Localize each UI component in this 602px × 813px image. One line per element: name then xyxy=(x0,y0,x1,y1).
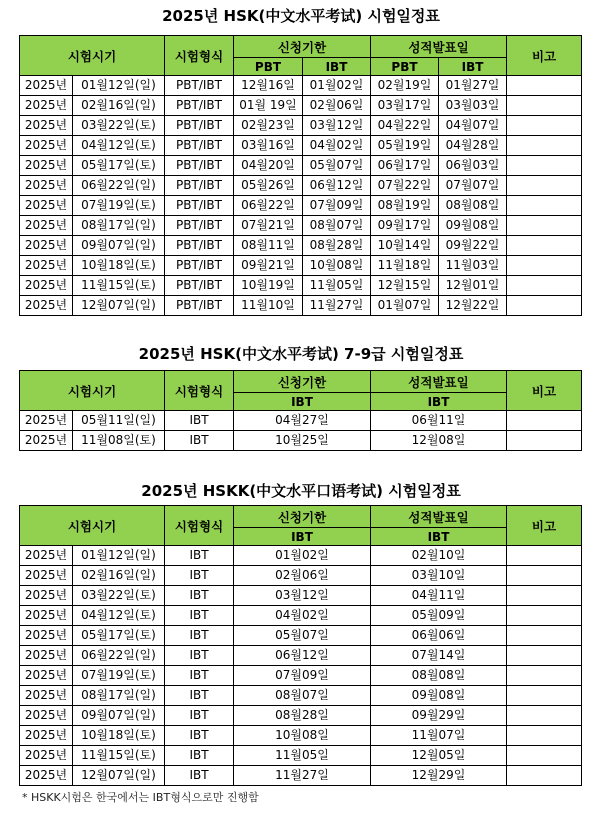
table-cell: IBT xyxy=(165,431,234,451)
table-cell xyxy=(507,276,582,296)
table-cell: 11월05일 xyxy=(303,276,371,296)
table-cell xyxy=(507,626,582,646)
table-cell: 06월22일(일) xyxy=(73,646,165,666)
table-cell: 01월02일 xyxy=(303,76,371,96)
table-cell: 2025년 xyxy=(20,236,73,256)
table-cell: 05월11일(일) xyxy=(73,411,165,431)
table-cell: 2025년 xyxy=(20,726,73,746)
header-result-ibt: IBT xyxy=(371,528,507,546)
table-cell: 05월07일 xyxy=(303,156,371,176)
hsk79-schedule-title: 2025년 HSK(中文水平考试) 7-9급 시험일정표 xyxy=(138,345,464,363)
table-cell: 12월15일 xyxy=(371,276,439,296)
table-row xyxy=(20,586,582,606)
table-cell: 05월09일 xyxy=(371,606,507,626)
table-cell: 02월06일 xyxy=(234,566,371,586)
table-row xyxy=(20,626,582,646)
table-row xyxy=(20,96,582,116)
table-cell: PBT/IBT xyxy=(165,96,234,116)
table-cell xyxy=(507,606,582,626)
hskk-schedule-body xyxy=(20,546,582,786)
table-row xyxy=(20,726,582,746)
table-cell: 2025년 xyxy=(20,546,73,566)
table-cell: 02월06일 xyxy=(303,96,371,116)
table-cell xyxy=(507,96,582,116)
hsk-schedule-title: 2025년 HSK(中文水平考试) 시험일정표 xyxy=(162,7,440,25)
table-cell: 08월17일(일) xyxy=(73,686,165,706)
header-apply-deadline: 신청기한 xyxy=(234,371,371,393)
table-cell: PBT/IBT xyxy=(165,276,234,296)
table-cell xyxy=(507,411,582,431)
table-cell: 07월14일 xyxy=(371,646,507,666)
table-cell: 2025년 xyxy=(20,196,73,216)
table-row xyxy=(20,766,582,786)
header-apply-pbt: PBT xyxy=(234,58,303,76)
table-cell: 12월22일 xyxy=(439,296,507,316)
table-cell: 2025년 xyxy=(20,746,73,766)
table-cell: 07월09일 xyxy=(234,666,371,686)
table-cell: 06월12일 xyxy=(234,646,371,666)
table-cell: 04월27일 xyxy=(234,411,371,431)
table-cell: 11월27일 xyxy=(303,296,371,316)
table-cell xyxy=(507,431,582,451)
table-cell: 06월12일 xyxy=(303,176,371,196)
table-cell: 2025년 xyxy=(20,96,73,116)
table-row xyxy=(20,686,582,706)
table-cell: IBT xyxy=(165,566,234,586)
table-cell: 12월05일 xyxy=(371,746,507,766)
table-cell: 2025년 xyxy=(20,176,73,196)
table-cell: IBT xyxy=(165,746,234,766)
table-cell: IBT xyxy=(165,726,234,746)
table-cell: 2025년 xyxy=(20,76,73,96)
table-cell: IBT xyxy=(165,586,234,606)
table-row xyxy=(20,566,582,586)
table-cell: 2025년 xyxy=(20,586,73,606)
header-result-ibt: IBT xyxy=(439,58,507,76)
table-cell: 03월22일(토) xyxy=(73,116,165,136)
table-cell: 07월19일(토) xyxy=(73,196,165,216)
table-cell: 02월19일 xyxy=(371,76,439,96)
table-cell: 06월22일 xyxy=(234,196,303,216)
table-cell: 2025년 xyxy=(20,666,73,686)
table-cell: 11월15일(토) xyxy=(73,746,165,766)
table-cell: 08월28일 xyxy=(234,706,371,726)
table-cell: 05월17일(토) xyxy=(73,626,165,646)
table-cell: PBT/IBT xyxy=(165,116,234,136)
table-cell: 09월29일 xyxy=(371,706,507,726)
table-cell: 09월17일 xyxy=(371,216,439,236)
table-cell: 08월07일 xyxy=(234,686,371,706)
table-cell xyxy=(507,156,582,176)
table-cell: PBT/IBT xyxy=(165,216,234,236)
header-exam-type: 시험형식 xyxy=(165,506,234,546)
table-cell: 04월11일 xyxy=(371,586,507,606)
table-cell xyxy=(507,136,582,156)
table-cell: 2025년 xyxy=(20,256,73,276)
table-row xyxy=(20,256,582,276)
table-cell: 06월03일 xyxy=(439,156,507,176)
table-cell: 03월12일 xyxy=(303,116,371,136)
table-cell: 05월17일(토) xyxy=(73,156,165,176)
table-cell: 06월11일 xyxy=(371,411,507,431)
table-cell: 04월20일 xyxy=(234,156,303,176)
table-cell xyxy=(507,216,582,236)
table-row xyxy=(20,176,582,196)
table-cell: 08월08일 xyxy=(371,666,507,686)
table-cell: 02월16일(일) xyxy=(73,566,165,586)
table-cell xyxy=(507,746,582,766)
table-cell: 12월16일 xyxy=(234,76,303,96)
hskk-footnote: * HSKK시험은 한국에서는 IBT형식으로만 진행함 xyxy=(22,791,259,804)
table-cell: 03월16일 xyxy=(234,136,303,156)
hsk-schedule-table xyxy=(19,35,582,316)
table-cell: 08월07일 xyxy=(303,216,371,236)
table-cell: 04월07일 xyxy=(439,116,507,136)
table-cell: IBT xyxy=(165,686,234,706)
table-row xyxy=(20,546,582,566)
table-cell: PBT/IBT xyxy=(165,236,234,256)
table-cell: 10월18일(토) xyxy=(73,726,165,746)
table-cell: 2025년 xyxy=(20,766,73,786)
table-cell: 11월10일 xyxy=(234,296,303,316)
header-result-date: 성적발표일 xyxy=(371,506,507,528)
table-cell: 02월16일(일) xyxy=(73,96,165,116)
table-cell: 01월12일(일) xyxy=(73,546,165,566)
table-cell: 09월08일 xyxy=(439,216,507,236)
table-cell: 01월07일 xyxy=(371,296,439,316)
header-remarks: 비고 xyxy=(507,36,582,76)
table-cell: 12월08일 xyxy=(371,431,507,451)
table-cell: IBT xyxy=(165,606,234,626)
table-cell xyxy=(507,566,582,586)
table-row xyxy=(20,116,582,136)
table-cell: PBT/IBT xyxy=(165,136,234,156)
header-apply-ibt: IBT xyxy=(303,58,371,76)
table-cell: 02월10일 xyxy=(371,546,507,566)
table-cell: PBT/IBT xyxy=(165,76,234,96)
hsk79-schedule-table xyxy=(19,370,582,451)
table-cell: 07월19일(토) xyxy=(73,666,165,686)
table-cell xyxy=(507,686,582,706)
hsk-schedule-body xyxy=(20,76,582,316)
table-cell: 2025년 xyxy=(20,606,73,626)
table-cell xyxy=(507,76,582,96)
table-cell: 10월08일 xyxy=(234,726,371,746)
table-cell: IBT xyxy=(165,666,234,686)
table-cell: 09월21일 xyxy=(234,256,303,276)
table-cell xyxy=(507,256,582,276)
hskk-schedule-title: 2025년 HSKK(中文水平口语考试) 시험일정표 xyxy=(141,482,461,500)
table-cell: 08월11일 xyxy=(234,236,303,256)
table-cell: 03월17일 xyxy=(371,96,439,116)
table-cell: 10월08일 xyxy=(303,256,371,276)
table-cell: 01월02일 xyxy=(234,546,371,566)
table-cell: 07월21일 xyxy=(234,216,303,236)
table-cell: 04월12일(토) xyxy=(73,136,165,156)
table-cell xyxy=(507,726,582,746)
table-cell: 01월12일(일) xyxy=(73,76,165,96)
header-apply-deadline: 신청기한 xyxy=(234,36,371,58)
table-cell: PBT/IBT xyxy=(165,256,234,276)
header-result-date: 성적발표일 xyxy=(371,36,507,58)
table-cell: 2025년 xyxy=(20,411,73,431)
table-cell: 11월07일 xyxy=(371,726,507,746)
table-cell: 11월18일 xyxy=(371,256,439,276)
table-row xyxy=(20,276,582,296)
table-row xyxy=(20,236,582,256)
table-cell: 09월22일 xyxy=(439,236,507,256)
table-cell: 2025년 xyxy=(20,431,73,451)
table-cell: 2025년 xyxy=(20,216,73,236)
table-cell: 2025년 xyxy=(20,706,73,726)
table-row xyxy=(20,606,582,626)
table-row xyxy=(20,216,582,236)
table-cell: 05월26일 xyxy=(234,176,303,196)
table-cell: 11월15일(토) xyxy=(73,276,165,296)
header-exam-type: 시험형식 xyxy=(165,371,234,411)
table-cell: 09월07일(일) xyxy=(73,706,165,726)
header-result-ibt: IBT xyxy=(371,393,507,411)
table-cell: 03월22일(토) xyxy=(73,586,165,606)
table-cell xyxy=(507,546,582,566)
table-cell: 08월28일 xyxy=(303,236,371,256)
table-cell: 07월09일 xyxy=(303,196,371,216)
table-cell: PBT/IBT xyxy=(165,156,234,176)
table-cell xyxy=(507,766,582,786)
table-cell: 09월07일(일) xyxy=(73,236,165,256)
table-cell: 11월27일 xyxy=(234,766,371,786)
table-cell xyxy=(507,196,582,216)
table-cell: IBT xyxy=(165,626,234,646)
table-cell xyxy=(507,236,582,256)
table-cell: 03월10일 xyxy=(371,566,507,586)
hskk-schedule-table xyxy=(19,505,582,786)
table-cell: 04월02일 xyxy=(303,136,371,156)
table-cell: 11월05일 xyxy=(234,746,371,766)
table-cell: 12월29일 xyxy=(371,766,507,786)
table-cell: 2025년 xyxy=(20,276,73,296)
table-cell xyxy=(507,586,582,606)
table-cell: 10월25일 xyxy=(234,431,371,451)
table-cell xyxy=(507,706,582,726)
table-cell: PBT/IBT xyxy=(165,176,234,196)
table-cell: 2025년 xyxy=(20,646,73,666)
header-remarks: 비고 xyxy=(507,371,582,411)
table-cell: 06월22일(일) xyxy=(73,176,165,196)
table-cell: 07월22일 xyxy=(371,176,439,196)
table-cell: 01월 19일 xyxy=(234,96,303,116)
table-row xyxy=(20,411,582,431)
header-result-pbt: PBT xyxy=(371,58,439,76)
table-cell: 06월06일 xyxy=(371,626,507,646)
table-cell: 08월08일 xyxy=(439,196,507,216)
table-cell: IBT xyxy=(165,411,234,431)
table-cell: 2025년 xyxy=(20,136,73,156)
table-cell: 2025년 xyxy=(20,626,73,646)
table-row xyxy=(20,746,582,766)
table-cell: IBT xyxy=(165,706,234,726)
table-row xyxy=(20,666,582,686)
table-cell: 08월17일(일) xyxy=(73,216,165,236)
table-cell: 12월07일(일) xyxy=(73,766,165,786)
table-cell: 2025년 xyxy=(20,156,73,176)
table-cell xyxy=(507,296,582,316)
table-row xyxy=(20,76,582,96)
table-cell: 2025년 xyxy=(20,686,73,706)
table-cell: 03월03일 xyxy=(439,96,507,116)
table-cell xyxy=(507,646,582,666)
table-cell: 2025년 xyxy=(20,296,73,316)
table-cell: 08월19일 xyxy=(371,196,439,216)
table-row xyxy=(20,646,582,666)
table-cell: 04월28일 xyxy=(439,136,507,156)
hsk79-schedule-body xyxy=(20,411,582,451)
table-row xyxy=(20,196,582,216)
table-row xyxy=(20,706,582,726)
table-cell: 11월08일(토) xyxy=(73,431,165,451)
table-cell: IBT xyxy=(165,766,234,786)
table-cell: 01월27일 xyxy=(439,76,507,96)
table-cell: 09월08일 xyxy=(371,686,507,706)
table-cell xyxy=(507,116,582,136)
table-row xyxy=(20,136,582,156)
table-cell: 10월19일 xyxy=(234,276,303,296)
table-cell: 12월01일 xyxy=(439,276,507,296)
header-exam-date: 시험시기 xyxy=(20,36,165,76)
table-cell xyxy=(507,176,582,196)
table-cell: 11월03일 xyxy=(439,256,507,276)
table-cell: 10월14일 xyxy=(371,236,439,256)
table-cell: 05월07일 xyxy=(234,626,371,646)
table-cell: 04월22일 xyxy=(371,116,439,136)
table-row xyxy=(20,296,582,316)
header-remarks: 비고 xyxy=(507,506,582,546)
table-row xyxy=(20,431,582,451)
table-cell: 2025년 xyxy=(20,116,73,136)
table-cell: 07월07일 xyxy=(439,176,507,196)
table-cell: 02월23일 xyxy=(234,116,303,136)
table-cell: 10월18일(토) xyxy=(73,256,165,276)
table-cell: 04월12일(토) xyxy=(73,606,165,626)
table-cell: 03월12일 xyxy=(234,586,371,606)
header-apply-deadline: 신청기한 xyxy=(234,506,371,528)
header-exam-type: 시험형식 xyxy=(165,36,234,76)
table-cell: 06월17일 xyxy=(371,156,439,176)
table-cell xyxy=(507,666,582,686)
table-cell: 04월02일 xyxy=(234,606,371,626)
table-cell: PBT/IBT xyxy=(165,196,234,216)
header-apply-ibt: IBT xyxy=(234,528,371,546)
table-cell: PBT/IBT xyxy=(165,296,234,316)
table-cell: IBT xyxy=(165,546,234,566)
header-apply-ibt: IBT xyxy=(234,393,371,411)
header-exam-date: 시험시기 xyxy=(20,371,165,411)
table-row xyxy=(20,156,582,176)
header-exam-date: 시험시기 xyxy=(20,506,165,546)
table-cell: 12월07일(일) xyxy=(73,296,165,316)
table-cell: IBT xyxy=(165,646,234,666)
table-cell: 2025년 xyxy=(20,566,73,586)
table-cell: 05월19일 xyxy=(371,136,439,156)
header-result-date: 성적발표일 xyxy=(371,371,507,393)
